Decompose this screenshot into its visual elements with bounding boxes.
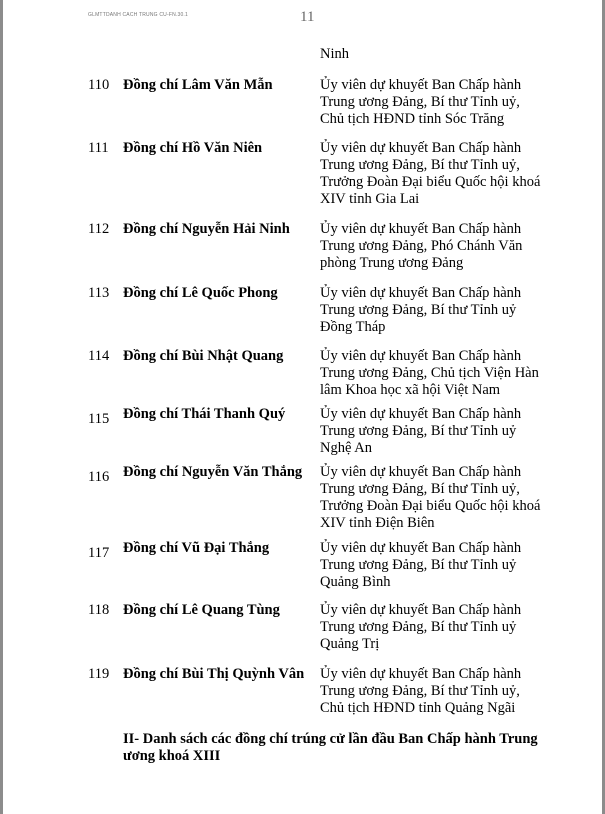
member-role <box>320 406 560 457</box>
member-name: Đồng chí Lê Quang Tùng <box>123 602 280 618</box>
member-role <box>320 602 560 653</box>
entry-number: 116 <box>88 469 110 485</box>
role-line: Trung ương Đảng, Chủ tịch Viện Hàn <box>320 365 539 381</box>
role-line: Ủy viên dự khuyết Ban Chấp hành <box>320 77 522 93</box>
role-line: phòng Trung ương Đảng <box>320 255 464 271</box>
member-role <box>320 221 560 272</box>
member-role <box>320 77 560 128</box>
member-name: Đồng chí Lê Quốc Phong <box>123 285 278 301</box>
entry-number: 115 <box>88 411 110 427</box>
role-line: Ủy viên dự khuyết Ban Chấp hành <box>320 221 522 237</box>
member-role <box>320 285 560 336</box>
role-line: Ủy viên dự khuyết Ban Chấp hành <box>320 602 522 618</box>
member-name: Đồng chí Bùi Thị Quỳnh Vân <box>123 666 305 682</box>
entry-number: 111 <box>88 140 109 156</box>
role-line: Chủ tịch HĐND tỉnh Sóc Trăng <box>320 111 505 127</box>
role-line: Ủy viên dự khuyết Ban Chấp hành <box>320 140 522 156</box>
page-border-left <box>0 0 3 814</box>
member-name: Đồng chí Hồ Văn Niên <box>123 140 263 156</box>
entry-number: 117 <box>88 545 110 561</box>
member-role <box>320 464 560 532</box>
member-role <box>320 140 560 208</box>
role-line: Ủy viên dự khuyết Ban Chấp hành <box>320 406 522 422</box>
role-line: Trung ương Đảng, Bí thư Tỉnh uỷ <box>320 302 517 318</box>
document-header-code: GLMTTDANH CACH TRUNG CU-FN.30.1 <box>88 12 189 18</box>
role-line: Ủy viên dự khuyết Ban Chấp hành <box>320 666 522 682</box>
role-line: Trưởng Đoàn Đại biểu Quốc hội khoá <box>320 498 541 514</box>
role-line: Trung ương Đảng, Phó Chánh Văn <box>320 238 523 254</box>
role-line: Quảng Bình <box>320 574 391 590</box>
role-line: Trung ương Đảng, Bí thư Tỉnh uỷ, <box>320 94 520 110</box>
page-number: 11 <box>300 9 315 25</box>
role-line: Ủy viên dự khuyết Ban Chấp hành <box>320 464 522 480</box>
role-line: XIV tỉnh Điện Biên <box>320 515 435 531</box>
role-line: Trung ương Đảng, Bí thư Tỉnh uỷ <box>320 557 517 573</box>
role-line: Đồng Tháp <box>320 319 386 335</box>
entry-number: 113 <box>88 285 110 301</box>
role-line: Trung ương Đảng, Bí thư Tỉnh uỷ <box>320 423 517 439</box>
section-heading: II- Danh sách các đồng chí trúng cử lần đầu Ban Chấp hành Trung ương khoá XIII <box>123 731 538 764</box>
role-line: Quảng Trị <box>320 636 380 652</box>
role-line: Ủy viên dự khuyết Ban Chấp hành <box>320 348 522 364</box>
member-role <box>320 666 560 717</box>
role-line: lâm Khoa học xã hội Việt Nam <box>320 382 501 398</box>
member-name: Đồng chí Nguyễn Văn Thắng <box>123 464 303 480</box>
member-name: Đồng chí Lâm Văn Mẫn <box>123 77 273 93</box>
role-line: Trưởng Đoàn Đại biểu Quốc hội khoá <box>320 174 541 190</box>
role-line: Chủ tịch HĐND tỉnh Quảng Ngãi <box>320 700 516 716</box>
member-name: Đồng chí Nguyễn Hải Ninh <box>123 221 290 237</box>
role-line: XIV tỉnh Gia Lai <box>320 191 420 207</box>
member-name: Đồng chí Vũ Đại Thắng <box>123 540 270 556</box>
role-line: Ủy viên dự khuyết Ban Chấp hành <box>320 285 522 301</box>
role-line: Trung ương Đảng, Bí thư Tỉnh uỷ, <box>320 481 520 497</box>
member-name: Đồng chí Thái Thanh Quý <box>123 406 286 422</box>
role-line: Trung ương Đảng, Bí thư Tỉnh uỷ <box>320 619 517 635</box>
member-role <box>320 348 560 399</box>
entry-number: 118 <box>88 602 110 618</box>
role-line: Nghệ An <box>320 440 372 456</box>
entry-number: 112 <box>88 221 110 237</box>
member-name: Đồng chí Bùi Nhật Quang <box>123 348 284 364</box>
continued-role-text: Ninh <box>320 46 349 62</box>
entry-number: 114 <box>88 348 110 364</box>
role-line: Trung ương Đảng, Bí thư Tỉnh uỷ, <box>320 683 520 699</box>
entry-number: 119 <box>88 666 110 682</box>
role-line: Ủy viên dự khuyết Ban Chấp hành <box>320 540 522 556</box>
member-role <box>320 540 560 591</box>
entry-number: 110 <box>88 77 110 93</box>
role-line: Trung ương Đảng, Bí thư Tỉnh uỷ, <box>320 157 520 173</box>
